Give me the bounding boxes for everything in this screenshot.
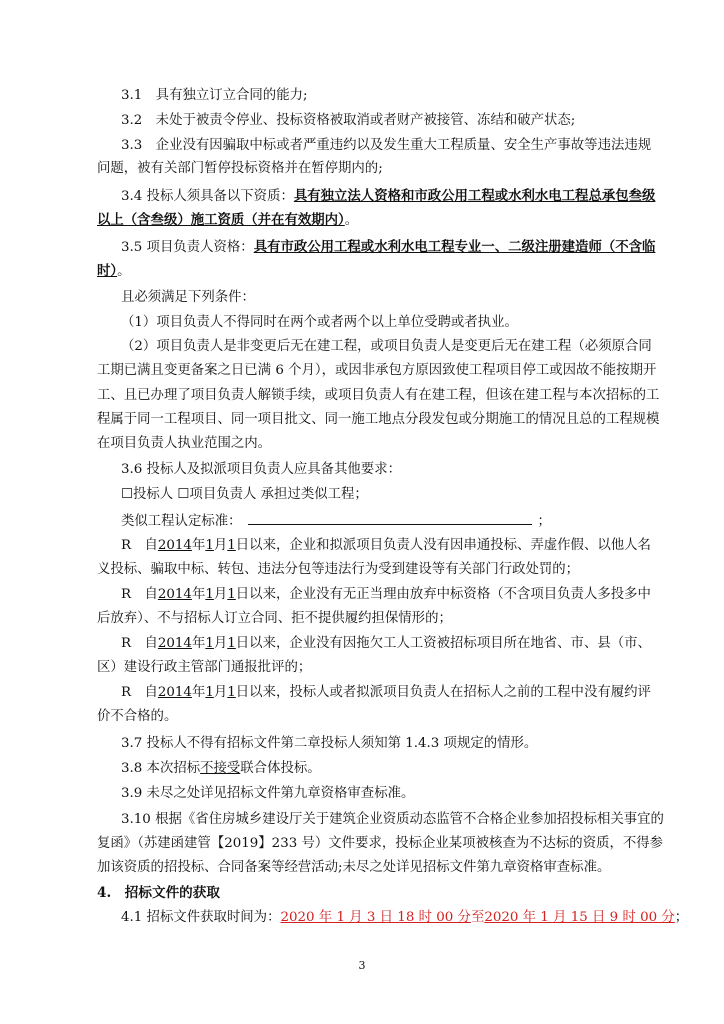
r4-month-unit: 月 xyxy=(213,685,228,700)
r1-month-unit: 月 xyxy=(213,538,228,553)
r4-month: 1 xyxy=(205,685,214,700)
clause-3-9: 3.9 未尽之处详见招标文件第九章资格审查标准。 xyxy=(121,786,415,801)
condition-1: （1）项目负责人不得同时在两个或者两个以上单位受聘或者执业。 xyxy=(121,315,518,330)
time-separator: 至 xyxy=(470,910,485,925)
clause-3-4-end: 。 xyxy=(344,213,359,228)
clause-3-8-lead: 3.8 本次招标 xyxy=(121,761,201,776)
similar-label: 类似工程认定标准： xyxy=(121,514,242,529)
r3-day: 1 xyxy=(227,636,236,651)
r3-month-unit: 月 xyxy=(213,636,228,651)
r2-year-unit: 年 xyxy=(191,587,206,602)
clause-3-10-line1: 3.10 根据《省住房城乡建设厅关于建筑企业资质动态监管不合格企业参加招投标相关事宜的 xyxy=(121,812,664,827)
r1-day: 1 xyxy=(227,538,236,553)
clause-3-10-line2: 复函》（苏建函建管【2019】233 号）文件要求，投标企业某项被核查为不达标的资质，不得参 xyxy=(97,836,664,851)
clause-3-7: 3.7 投标人不得有招标文件第二章投标人须知第 1.4.3 项规定的情形。 xyxy=(121,736,538,751)
clause-3-5-line1 xyxy=(121,238,656,257)
manager-requirement: 具有市政公用工程或水利水电工程专业一、二级注册建造师（不含临 xyxy=(253,239,656,255)
clause-3-5-line2 xyxy=(97,262,637,281)
clause-3-5-lead: 3.5 项目负责人资格： xyxy=(121,240,254,255)
similar-blank-field xyxy=(248,512,532,525)
r3-line1 xyxy=(121,635,651,653)
r4-year-unit: 年 xyxy=(191,685,206,700)
r3-line2: 区）建设行政主管部门通报批评的； xyxy=(97,660,312,675)
qualification-requirement-cont: 以上（含叁级）施工资质（并在有效期内） xyxy=(97,212,345,228)
qualification-requirement: 具有独立法人资格和市政公用工程或水利水电工程总承包叁级 xyxy=(293,188,656,204)
r4-line1 xyxy=(121,684,651,702)
r2-line1 xyxy=(121,586,651,604)
r2-month-unit: 月 xyxy=(213,587,228,602)
clause-3-4-line2 xyxy=(97,211,637,230)
clause-3-4-lead: 3.4 投标人须具备以下资质： xyxy=(121,189,294,204)
r3-month: 1 xyxy=(205,636,214,651)
r4-line2: 价不合格的。 xyxy=(97,709,178,724)
r1-line1 xyxy=(121,537,651,555)
clause-4-1 xyxy=(121,909,689,927)
clause-3-6: 3.6 投标人及拟派项目负责人应具备其他要求： xyxy=(121,462,401,477)
clause-3-8-underlined: 不接受 xyxy=(200,761,241,776)
r1-month: 1 xyxy=(205,538,214,553)
page-number: 3 xyxy=(358,959,366,972)
clause-3-5-end: 。 xyxy=(117,264,131,279)
condition-2-line5: 在项目负责人执业范围之内。 xyxy=(97,436,272,451)
checkbox-line: ☐投标人 ☐项目负责人 承担过类似工程； xyxy=(121,487,368,502)
similar-project-standard xyxy=(121,512,637,531)
r2-prefix: R 自 xyxy=(121,587,158,602)
condition-2-line1: （2）项目负责人是非变更后无在建工程，或项目负责人是变更后无在建工程（必须原合同 xyxy=(121,339,652,354)
r2-text: 日以来，企业没有无正当理由放弃中标资格（不含项目负责人多投多中 xyxy=(235,587,651,602)
clause-3-8 xyxy=(121,760,637,778)
manager-requirement-cont: 时） xyxy=(97,263,118,279)
clause-3-3-line1: 3.3 企业没有因骗取中标或者严重违约以及发生重大工程质量、安全生产事故等违法违规 xyxy=(121,138,652,153)
clause-3-3-line2: 问题，被有关部门暂停投标资格并在暂停期内的; xyxy=(97,161,383,176)
condition-2-line2: 工期已满且变更备案之日已满 6 个月），或因非承包方原因致使工程项目停工或因故不能按期开 xyxy=(97,363,657,378)
r3-text: 日以来，企业没有因拖欠工人工资被招标项目所在地省、市、县（市、 xyxy=(235,636,651,651)
condition-2-line4: 程属于同一工程项目、同一项目批文、同一施工地点分段发包或分期施工的情况且总的工程规模 xyxy=(97,412,660,427)
r1-year-unit: 年 xyxy=(191,538,206,553)
clause-3-8-end: 联合体投标。 xyxy=(240,761,321,776)
r4-prefix: R 自 xyxy=(121,685,158,700)
r4-text: 日以来，投标人或者拟派项目负责人在招标人之前的工程中没有履约评 xyxy=(235,685,651,700)
clause-4-1-end: ； xyxy=(674,910,689,925)
r2-year: 2014 xyxy=(157,587,192,602)
r2-day: 1 xyxy=(227,587,236,602)
similar-end: ； xyxy=(537,514,551,529)
r1-line2: 义投标、骗取中标、转包、违法分包等违法行为受到建设等有关部门行政处罚的； xyxy=(97,562,580,577)
clause-3-2: 3.2 未处于被责令停业、投标资格被取消或者财产被接管、冻结和破产状态; xyxy=(121,113,576,128)
conditions-intro: 且必须满足下列条件： xyxy=(121,290,255,305)
r2-line2: 后放弃）、不与招标人订立合同、拒不提供履约担保情形的； xyxy=(97,611,452,626)
condition-2-line3: 工、且已办理了项目负责人解锁手续，或项目负责人有在建工程，但该在建工程与本次招标的工 xyxy=(97,388,660,403)
clause-3-1: 3.1 具有独立订立合同的能力; xyxy=(121,88,308,103)
r1-year: 2014 xyxy=(157,538,192,553)
r4-day: 1 xyxy=(227,685,236,700)
r4-year: 2014 xyxy=(157,685,192,700)
clause-3-4-line1 xyxy=(121,187,656,206)
clause-4-1-lead: 4.1 招标文件获取时间为： xyxy=(121,910,281,925)
end-time: 2020 年 1 月 15 日 9 时 00 分 xyxy=(484,910,675,925)
section-4-heading: 4. 招标文件的获取 xyxy=(97,885,220,901)
clause-3-10-line3: 加该资质的招投标、合同备案等经营活动;未尽之处详见招标文件第九章资格审查标准。 xyxy=(97,860,611,875)
r3-year: 2014 xyxy=(157,636,192,651)
r3-year-unit: 年 xyxy=(191,636,206,651)
r1-text: 日以来，企业和拟派项目负责人没有因串通投标、弄虚作假、以他人名 xyxy=(235,538,651,553)
r3-prefix: R 自 xyxy=(121,636,158,651)
start-time: 2020 年 1 月 3 日 18 时 00 分 xyxy=(280,910,471,925)
r2-month: 1 xyxy=(205,587,214,602)
r1-prefix: R 自 xyxy=(121,538,158,553)
